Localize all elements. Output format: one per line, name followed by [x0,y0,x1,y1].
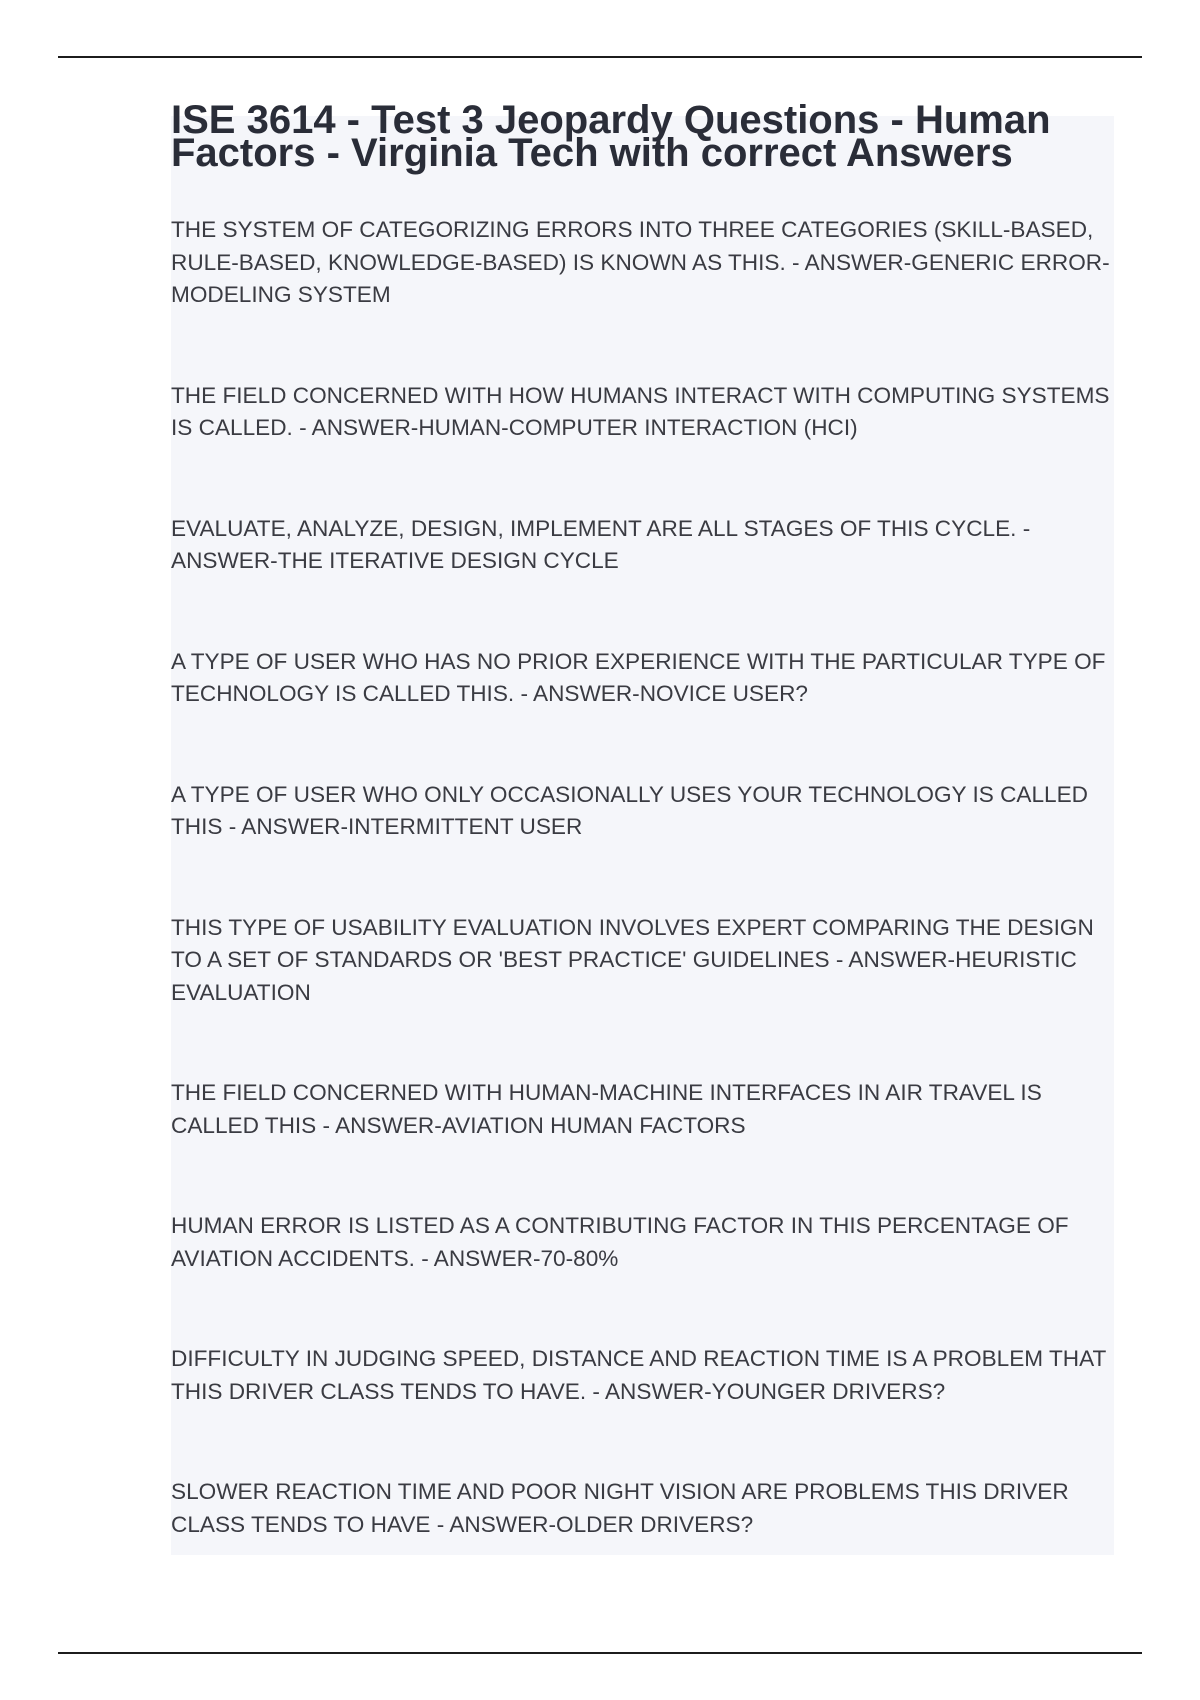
qa-item: A TYPE OF USER WHO HAS NO PRIOR EXPERIENCE WITH THE PARTICULAR TYPE OF TECHNOLOGY IS CALLED THIS. - ANSWER-NOVICE USER? [171,648,1106,706]
qa-item: THE SYSTEM OF CATEGORIZING ERRORS INTO THREE CATEGORIES (SKILL-BASED, RULE-BASED, KNOWLEDGE-BASED) IS KNOWN AS THIS. - ANSWER-GENERIC ERROR-MODELING SYSTEM [171,217,1110,307]
qa-item: HUMAN ERROR IS LISTED AS A CONTRIBUTING FACTOR IN THIS PERCENTAGE OF AVIATION ACCIDENTS. - ANSWER-70-80% [171,1213,1069,1271]
qa-item: EVALUATE, ANALYZE, DESIGN, IMPLEMENT ARE ALL STAGES OF THIS CYCLE. - ANSWER-THE ITERATIVE DESIGN CYCLE [171,515,1031,573]
top-divider [58,56,1142,58]
document-body [171,98,1121,1541]
bottom-divider [58,1652,1142,1654]
qa-item: THE FIELD CONCERNED WITH HUMAN-MACHINE INTERFACES IN AIR TRAVEL IS CALLED THIS - ANSWER-AVIATION HUMAN FACTORS [171,1080,1042,1138]
qa-list [171,214,1121,1541]
qa-item: THIS TYPE OF USABILITY EVALUATION INVOLVES EXPERT COMPARING THE DESIGN TO A SET OF STANDARDS OR 'BEST PRACTICE' GUIDELINES - ANSWER-HEURISTIC EVALUATION [171,914,1094,1005]
qa-item: A TYPE OF USER WHO ONLY OCCASIONALLY USES YOUR TECHNOLOGY IS CALLED THIS - ANSWER-INTERMITTENT USER [171,781,1088,839]
document-title: ISE 3614 - Test 3 Jeopardy Questions - Human Factors - Virginia Tech with correct Answers [171,98,1051,175]
qa-item: THE FIELD CONCERNED WITH HOW HUMANS INTERACT WITH COMPUTING SYSTEMS IS CALLED. - ANSWER-HUMAN-COMPUTER INTERACTION (HCI) [171,382,1110,440]
qa-item: DIFFICULTY IN JUDGING SPEED, DISTANCE AND REACTION TIME IS A PROBLEM THAT THIS DRIVER CLASS TENDS TO HAVE. - ANSWER-YOUNGER DRIVERS? [171,1346,1106,1404]
qa-item: SLOWER REACTION TIME AND POOR NIGHT VISION ARE PROBLEMS THIS DRIVER CLASS TENDS TO HAVE - ANSWER-OLDER DRIVERS? [171,1479,1069,1537]
